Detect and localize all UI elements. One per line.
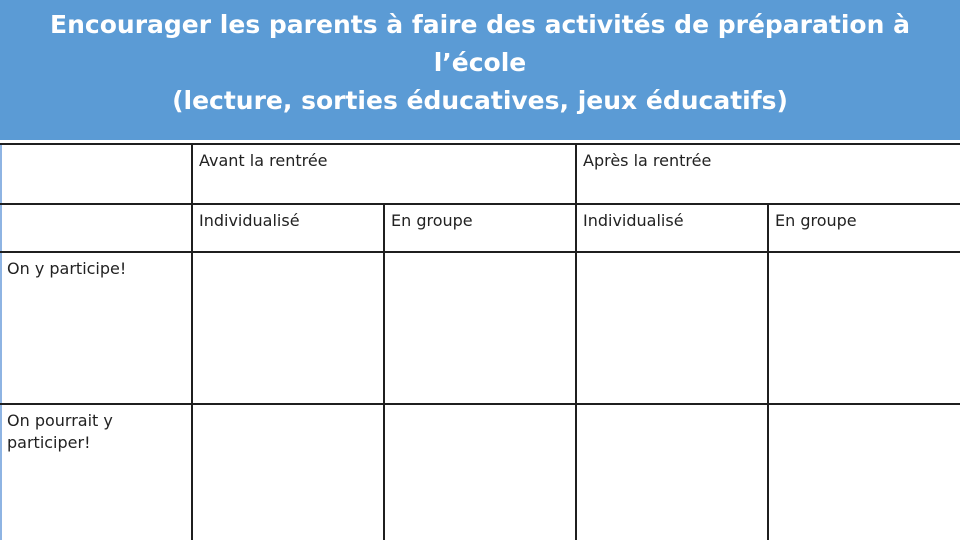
row-label-participate: On y participe! bbox=[7, 259, 127, 278]
header-before-group: En groupe bbox=[391, 211, 473, 230]
table-divider bbox=[575, 143, 577, 540]
table-divider bbox=[0, 203, 960, 205]
table-divider bbox=[767, 203, 769, 540]
header-after-individual: Individualisé bbox=[583, 211, 684, 230]
table-border-top bbox=[0, 143, 960, 145]
table-divider bbox=[383, 203, 385, 540]
table-cell bbox=[192, 252, 384, 404]
row-label-could-participate: On pourrait y participer! bbox=[7, 411, 113, 452]
table-cell bbox=[768, 252, 960, 404]
table-cell bbox=[768, 404, 960, 540]
table-corner-cell-2 bbox=[0, 204, 192, 252]
table-divider bbox=[0, 251, 960, 253]
table-divider bbox=[191, 143, 193, 540]
slide-title-line-2: (lecture, sorties éducatives, jeux éducatifs) bbox=[172, 86, 788, 115]
header-before-start: Avant la rentrée bbox=[199, 151, 328, 170]
header-after-group: En groupe bbox=[775, 211, 857, 230]
table-cell bbox=[192, 404, 384, 540]
table-cell bbox=[384, 252, 576, 404]
header-before-individual: Individualisé bbox=[199, 211, 300, 230]
slide-title-banner bbox=[0, 0, 960, 140]
table-divider bbox=[0, 403, 960, 405]
header-after-start: Après la rentrée bbox=[583, 151, 712, 170]
slide-title bbox=[0, 6, 960, 120]
table-cell bbox=[576, 252, 768, 404]
table-cell bbox=[576, 404, 768, 540]
table-corner-cell-1 bbox=[0, 144, 192, 204]
slide-title-line-1: Encourager les parents à faire des activités de préparation à l’école bbox=[50, 10, 910, 77]
table-cell bbox=[384, 404, 576, 540]
